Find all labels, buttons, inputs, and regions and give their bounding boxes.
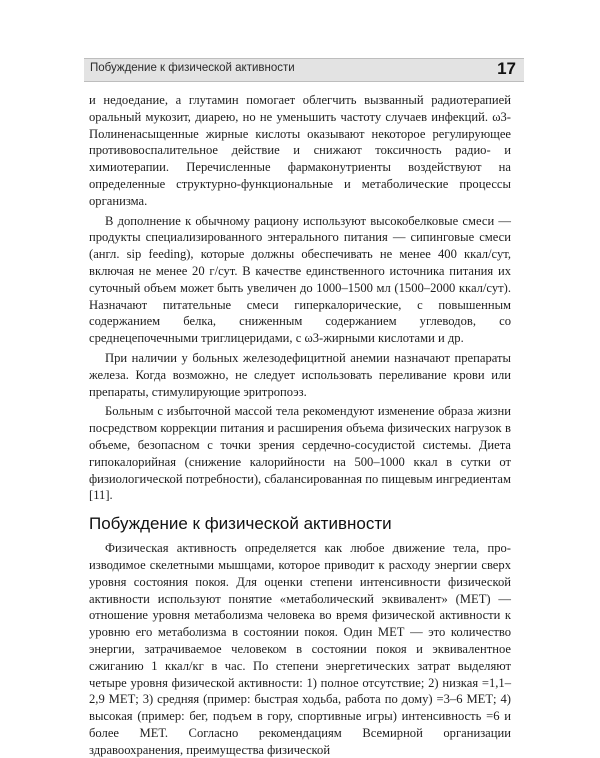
paragraph-sip-feeding: В дополнение к обычному рациону используют высокобелковые смеси — продукты специализированного энтерального питания — сипинговые смеси (англ. sip feeding), которые должны обеспечивать не менее 400 ккал/сут, включая не менее 20 г/сут. В качестве единственного источника питания их суточный объем может быть увеличен до 1000–1500 мл (1500–2000 ккал/сут). Назначают питательные смеси гиперкалорические, с повышенным содержанием белка, сниженным содержанием углеводов, со среднецепочечными триглицеридами, с ω3-жирными кислотами и др. <box>89 213 511 346</box>
paragraph-anemia: При наличии у больных железодефицитной анемии назначают препараты железа. Когда возможно, не следует использовать переливание крови или препараты, стимулирующие эритропоэз. <box>89 350 511 399</box>
paragraph-continuation: и недоедание, а глутамин помогает облегчить вызванный радиотерапией оральный мукозит, диарею, но не уменьшить частоту случаев инфекций. ω3-Полиненасыщенные жирные кислоты оказывают некоторое регулирующее противовоспалительное действие и снижают токсичность радио- и химиотерапии. Перечисленные фармаконутриенты воздействуют на определенные структурно-функциональные и метаболические процессы организма. <box>89 93 511 208</box>
paragraph-excess-weight: Больным с избыточной массой тела рекомендуют изменение образа жизни посредством коррекции питания и расширения объема физических нагрузок в объеме, безопасном с точки зрения сердечно-сосудистой системы. Диета гипокалорийная (снижение калорийности на 500–1000 ккал в сутки от физиологической потребности), сбалансированная по пищевым ингредиентам [11]. <box>89 404 511 503</box>
page-number: 17 <box>497 59 516 78</box>
section-heading: Побуждение к физической активности <box>89 514 392 534</box>
paragraph-physical-activity: Физическая активность определяется как любое движение тела, производимое скелетными мышцами, которое приводит к расходу энергии сверх уровня состояния покоя. Для оценки степени интенсивности физической активности используют понятие «метаболический эквивалент» (МЕТ) — отношение уровня метаболизма человека во время физической активности к уровню его метаболизма в состоянии покоя. Один МЕТ — это количество энергии, затрачиваемое человеком в состоянии покоя и эквивалентное сжиганию 1 ккал/кг в час. По степени энергетических затрат выделяют четыре уровня физической активности: 1) полное отсутствие; 2) низкая =1,1–2,9 МЕТ; 3) средняя (пример: быстрая ходьба, работа по дому) =3–6 МЕТ; 4) высокая (пример: бег, подъем в гору, спортивные игры) интенсивность =6 и более МЕТ. Согласно рекомендациям Всемирной организации здравоохранения, преимущества физической <box>89 541 511 757</box>
running-header <box>84 58 524 82</box>
running-header-section-title: Побуждение к физической активности <box>90 62 295 74</box>
page-body <box>89 92 511 758</box>
